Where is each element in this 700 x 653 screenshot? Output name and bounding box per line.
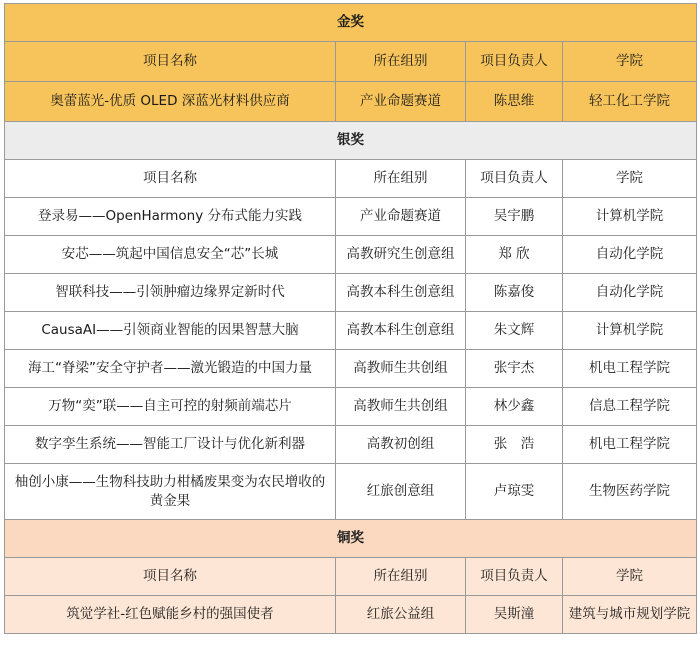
awards-table-container xyxy=(4,3,696,634)
leader-cell: 林少鑫 xyxy=(466,388,563,426)
group-cell: 高教师生共创组 xyxy=(336,350,466,388)
project-name-cell: 筑觉学社-红色赋能乡村的强国使者 xyxy=(5,596,336,634)
group-cell: 高教本科生创意组 xyxy=(336,312,466,350)
group-cell: 高教研究生创意组 xyxy=(336,236,466,274)
group-cell: 产业命题赛道 xyxy=(336,82,466,122)
college-cell: 信息工程学院 xyxy=(563,388,697,426)
leader-cell: 陈思维 xyxy=(466,82,563,122)
bronze-award-section xyxy=(5,520,697,634)
project-name-cell: 安芯——筑起中国信息安全“芯”长城 xyxy=(5,236,336,274)
column-header-leader: 项目负责人 xyxy=(466,558,563,596)
column-header-group: 所在组别 xyxy=(336,558,466,596)
college-cell: 自动化学院 xyxy=(563,236,697,274)
column-header-leader: 项目负责人 xyxy=(466,160,563,198)
table-row xyxy=(5,198,697,236)
table-row xyxy=(5,426,697,464)
silver-award-title-row xyxy=(5,122,697,160)
gold-award-title-row xyxy=(5,4,697,42)
college-cell: 机电工程学院 xyxy=(563,350,697,388)
column-header-leader: 项目负责人 xyxy=(466,42,563,82)
leader-cell: 张宇杰 xyxy=(466,350,563,388)
table-row xyxy=(5,464,697,520)
column-header-project-name: 项目名称 xyxy=(5,558,336,596)
leader-cell: 吴宇鹏 xyxy=(466,198,563,236)
project-name-cell: 登录易——OpenHarmony 分布式能力实践 xyxy=(5,198,336,236)
table-row xyxy=(5,312,697,350)
silver-award-section xyxy=(5,122,697,520)
project-name-cell: 数字孪生系统——智能工厂设计与优化新利器 xyxy=(5,426,336,464)
leader-cell: 卢琼雯 xyxy=(466,464,563,520)
college-cell: 自动化学院 xyxy=(563,274,697,312)
project-name-cell: 奥蕾蓝光-优质 OLED 深蓝光材料供应商 xyxy=(5,82,336,122)
leader-cell: 张 浩 xyxy=(466,426,563,464)
project-name-cell: 柚创小康——生物科技助力柑橘废果变为农民增收的黄金果 xyxy=(5,464,336,520)
gold-award-section xyxy=(5,4,697,122)
column-header-college: 学院 xyxy=(563,160,697,198)
leader-cell: 陈嘉俊 xyxy=(466,274,563,312)
college-cell: 计算机学院 xyxy=(563,312,697,350)
project-name-cell: 智联科技——引领肿瘤边缘界定新时代 xyxy=(5,274,336,312)
group-cell: 高教初创组 xyxy=(336,426,466,464)
awards-table xyxy=(4,3,697,634)
project-name-cell: 万物“奕”联——自主可控的射频前端芯片 xyxy=(5,388,336,426)
table-header-row xyxy=(5,160,697,198)
group-cell: 红旅公益组 xyxy=(336,596,466,634)
group-cell: 高教本科生创意组 xyxy=(336,274,466,312)
column-header-group: 所在组别 xyxy=(336,42,466,82)
column-header-group: 所在组别 xyxy=(336,160,466,198)
column-header-project-name: 项目名称 xyxy=(5,42,336,82)
group-cell: 红旅创意组 xyxy=(336,464,466,520)
leader-cell: 郑 欣 xyxy=(466,236,563,274)
leader-cell: 吴斯潼 xyxy=(466,596,563,634)
table-row xyxy=(5,388,697,426)
table-header-row xyxy=(5,558,697,596)
college-cell: 计算机学院 xyxy=(563,198,697,236)
project-name-cell: CausaAI——引领商业智能的因果智慧大脑 xyxy=(5,312,336,350)
leader-cell: 朱文辉 xyxy=(466,312,563,350)
college-cell: 生物医药学院 xyxy=(563,464,697,520)
column-header-college: 学院 xyxy=(563,42,697,82)
table-row xyxy=(5,350,697,388)
project-name-cell: 海工“脊梁”安全守护者——激光锻造的中国力量 xyxy=(5,350,336,388)
bronze-award-title-row xyxy=(5,520,697,558)
table-row xyxy=(5,274,697,312)
table-row xyxy=(5,82,697,122)
college-cell: 机电工程学院 xyxy=(563,426,697,464)
college-cell: 轻工化工学院 xyxy=(563,82,697,122)
section-title: 金奖 xyxy=(5,4,697,42)
group-cell: 产业命题赛道 xyxy=(336,198,466,236)
section-title: 银奖 xyxy=(5,122,697,160)
column-header-college: 学院 xyxy=(563,558,697,596)
group-cell: 高教师生共创组 xyxy=(336,388,466,426)
college-cell: 建筑与城市规划学院 xyxy=(563,596,697,634)
section-title: 铜奖 xyxy=(5,520,697,558)
table-row xyxy=(5,596,697,634)
table-header-row xyxy=(5,42,697,82)
column-header-project-name: 项目名称 xyxy=(5,160,336,198)
table-row xyxy=(5,236,697,274)
